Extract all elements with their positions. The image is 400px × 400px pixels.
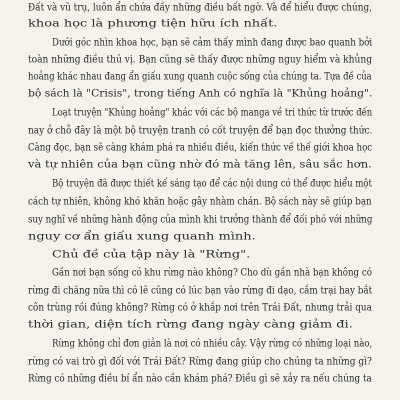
text-line-1: Đất và vũ trụ, luôn ẩn chứa đầy những điều bất ngờ. Và để hiểu được chúng,: [28, 0, 372, 13]
text-line-15: Chủ đề của tập này là "Rừng".: [52, 248, 251, 261]
text-line-8: nay ở chỗ đây là một bộ truyện tranh có cốt truyện để bạn đọc thưởng thức.: [28, 123, 373, 136]
text-line-22: Rừng có những điều bí ẩn nào cần khám phá? Điều gì sẽ xảy ra nếu chúng ta: [28, 372, 372, 385]
text-line-11: Bộ truyện đã được thiết kế sáng tạo để các nội dung có thể được hiểu một: [52, 176, 372, 190]
text-line-9: Càng đọc, bạn sẽ càng khám phá ra nhiều điều, kiến thức về thế giới khoa học: [28, 141, 373, 154]
text-line-3: Dưới góc nhìn khoa học, bạn sẽ cảm thấy mình đang được bao quanh bởi: [52, 35, 373, 48]
text-line-20: Rừng không chỉ đơn giản là nơi có nhiều cây. Vậy rừng có những loại nào,: [52, 336, 373, 350]
text-line-16: Gần nơi bạn sống có khu rừng nào không? Cho dù gần nhà bạn không có: [52, 265, 372, 278]
text-line-21: rừng có vai trò gì đối với Trái Đất? Rừng đang giúp cho chúng ta những gì?: [28, 354, 372, 367]
text-line-18: côn trùng rồi đúng không? Rừng có ở khắp nơi trên Trái Đất, nhưng trải qua: [28, 301, 372, 314]
text-line-17: rừng đi chăng nữa thì có lẽ cũng có lúc bạn vào rừng đi dạo, cắm trại hay bắt: [28, 283, 373, 296]
text-line-19: thời gian, diện tích rừng đang ngày càng giảm đi.: [28, 318, 353, 331]
text-line-12: cách tự nhiên, không khó khăn hoặc gây nhàm chán. Bộ sách này sẽ giúp bạn: [28, 194, 372, 207]
text-line-14: nguy cơ ẩn giấu xung quanh mình.: [28, 229, 256, 242]
text-line-10: và tự nhiên của bạn cũng nhờ đó mà tăng lên, sâu sắc hơn.: [28, 158, 372, 171]
text-line-4: toàn những điều thú vị. Bạn cũng sẽ thấy được những nguy hiểm và khủng: [28, 53, 373, 66]
text-line-2: khoa học là phương tiện hữu ích nhất.: [28, 17, 278, 30]
text-line-13: suy nghĩ về những hành động của mình khi trưởng thành để đối phó với những: [28, 212, 373, 225]
text-line-5: hoảng khác nhau đang ẩn giấu xung quanh cuộc sống của chúng ta. Tựa đề của: [28, 70, 372, 83]
text-line-7: Loạt truyện "Khủng hoảng" khác với các bộ manga về tri thức từ trước đến: [52, 105, 373, 119]
text-line-6: bộ sách là "Crisis", trong tiếng Anh có nghĩa là "Khủng hoảng".: [28, 87, 373, 100]
